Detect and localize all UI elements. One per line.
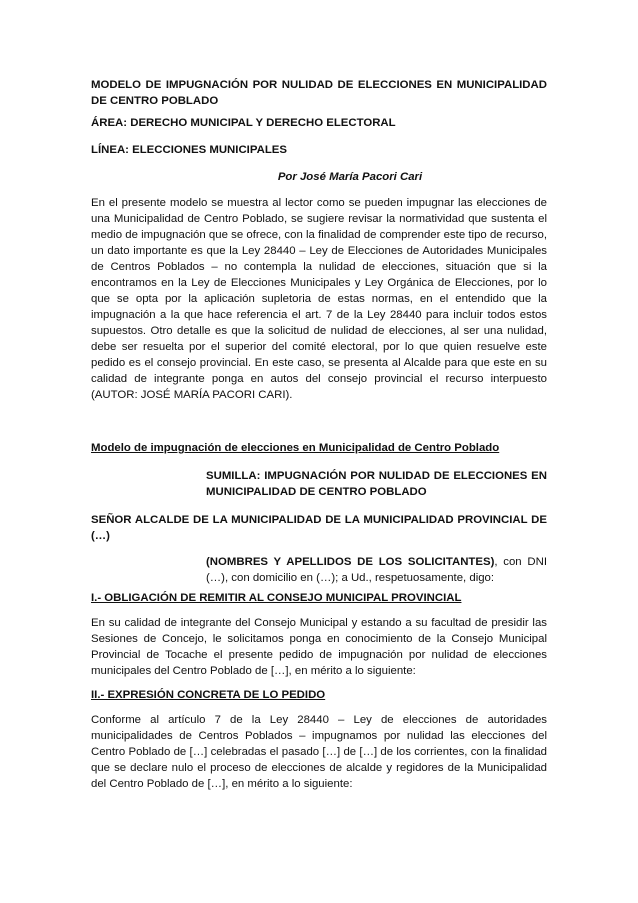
section-2-title: II.- EXPRESIÓN CONCRETA DE LO PEDIDO (91, 689, 326, 701)
document-title: MODELO DE IMPUGNACIÓN POR NULIDAD DE ELECCIONES EN MUNICIPALIDAD DE CENTRO POBLADO (91, 79, 547, 107)
addressee: SEÑOR ALCALDE DE LA MUNICIPALIDAD DE LA MUNICIPALIDAD PROVINCIAL DE (…) (91, 514, 547, 542)
petitioners-rest: , con DNI (…), con domicilio en (…); a Ud., respetuosamente, digo: (206, 556, 547, 584)
section-1-body: En su calidad de integrante del Consejo Municipal y estando a su facultad de presidir las Sesiones de Concejo, le solicitamos ponga en conocimiento de la Consejo Municipal Provincial de Tocache el presente pedido de impugnación por nulidad de elecciones municipales del Centro Poblado de […], en mérito a lo siguiente: (91, 617, 547, 677)
spacer (91, 403, 547, 440)
section-2-body: Conforme al artículo 7 de la Ley 28440 – Ley de elecciones de autoridades municipalidades de Centros Poblados – impugnamos por nulidad las elecciones del Centro Poblado de […] celebradas el pasado […] de […] de los corrientes, con la finalidad que se declare nulo el proceso de elecciones de alcalde y regidores de la Municipalidad del Centro Poblado de […], en mérito a lo siguiente: (91, 714, 547, 790)
linea-heading: LÍNEA: ELECCIONES MUNICIPALES (91, 144, 287, 156)
intro-paragraph: En el presente modelo se muestra al lector como se pueden impugnar las elecciones de una Municipalidad de Centro Poblado, se sugiere revisar la normatividad que sustenta el medio de impugnación que se ofrece, con la finalidad de comprender este tipo de recurso, un dato importante es que la Ley 28440 – Ley de Elecciones de Autoridades Municipales de Centros Poblados – no contempla la nulidad de elecciones, situación que si la encontramos en la Ley de Elecciones Municipales y Ley Orgánica de Elecciones, por lo que se opta por la aplicación supletoria de estas normas, en el entendido que la impugnación a la que hace referencia el art. 7 de la Ley 28440 para incluir todos estos supuestos. Otro detalle es que la solicitud de nulidad de elecciones, al ser una nulidad, debe ser resuelta por el superior del comité electoral, por lo que quien resuelve este pedido es el consejo provincial. En este caso, se presenta al Alcalde para que este en su calidad de integrante ponga en autos del consejo provincial el recurso interpuesto (AUTOR: JOSÉ MARÍA PACORI CARI). (91, 197, 547, 401)
petitioners-names: (NOMBRES Y APELLIDOS DE LOS SOLICITANTES) (206, 556, 495, 568)
section-1-title: I.- OBLIGACIÓN DE REMITIR AL CONSEJO MUNICIPAL PROVINCIAL (91, 592, 462, 604)
sumilla: SUMILLA: IMPUGNACIÓN POR NULIDAD DE ELECCIONES EN MUNICIPALIDAD DE CENTRO POBLADO (206, 470, 547, 498)
petitioners-line (206, 554, 547, 586)
author-line: Por José María Pacori Cari (277, 171, 423, 183)
area-heading: ÁREA: DERECHO MUNICIPAL Y DERECHO ELECTORAL (91, 117, 396, 129)
model-title: Modelo de impugnación de elecciones en Municipalidad de Centro Poblado (91, 442, 500, 454)
